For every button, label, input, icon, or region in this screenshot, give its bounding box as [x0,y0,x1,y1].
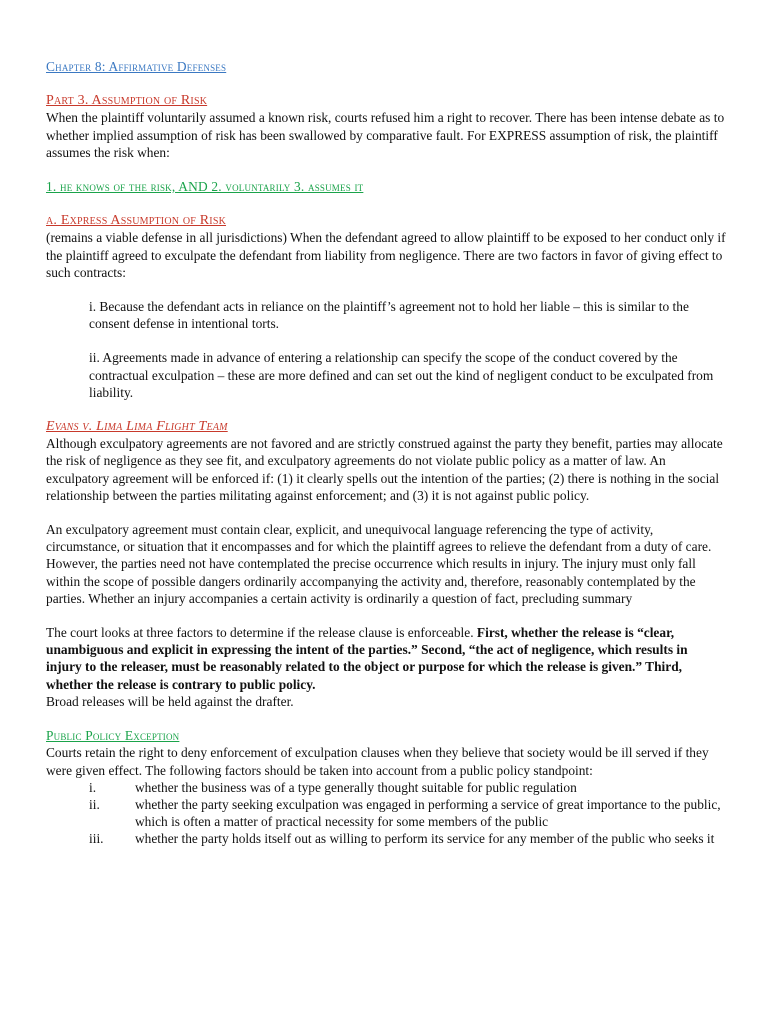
policy-heading: Public Policy Exception [46,728,180,744]
case-paragraph-3-lead: The court looks at three factors to determine if the release clause is enforceable. [46,625,477,641]
case-paragraph-1: Although exculpatory agreements are not favored and are strictly construed against the party they benefit, parties may allocate the risk of negligence as they see fit, and exculpatory agreements do not violate public policy as a matter of law. An exculpatory agreement will be enforced if: (1) it clearly spells out the intention of the parties; (2) there is nothing in the social relationship between the parties militating against enforcement; and (3) it is not against public policy. [46,436,723,503]
case-paragraph-3-bold: First, whether the release is “clear, unambiguous and explicit in expressing the intent of the parties.” Second, “the act of negligence, which results in injury to the releaser, must be reasonably related to the object or purpose for which the release is given.” Third, whether the release is contrary to public policy. [46,625,688,692]
policy-body: Courts retain the right to deny enforcement of exculpation clauses when they believe that society would be ill served if they were given effect. The following factors should be taken into account from a public policy standpoint: [46,745,709,778]
case-paragraph-3-tail: Broad releases will be held against the drafter. [46,693,294,709]
policy-factor-number: iii. [89,831,104,847]
case-paragraph-3 [46,624,726,693]
express-conditions: 1. he knows of the risk, AND 2. voluntarily 3. assumes it [46,179,364,195]
policy-factor [46,796,726,830]
case-heading: Evans v. Lima Lima Flight Team [46,419,228,435]
section-a-body: (remains a viable defense in all jurisdictions) When the defendant agreed to allow plaintiff to be exposed to her conduct only if the plaintiff agreed to exculpate the defendant from liability from negligence. There are two factors in favor of giving effect to such contracts: [46,230,726,280]
part3-intro: When the plaintiff voluntarily assumed a known risk, courts refused him a right to recover. There has been intense debate as to whether implied assumption of risk has been swallowed by comparative fault. For EXPRESS assumption of risk, the plaintiff assumes the risk when: [46,110,725,160]
document-page [46,58,726,848]
policy-factor-text: whether the party holds itself out as willing to perform its service for any member of the public who seeks it [135,831,715,847]
chapter-heading: Chapter 8: Affirmative Defenses [46,59,227,74]
case-paragraph-2: An exculpatory agreement must contain clear, explicit, and unequivocal language referencing the type of activity, circumstance, or situation that it encompasses and for which the plaintiff agrees to relieve the defendant from a duty of care. However, the parties need not have contemplated the precise occurrence which results in injury. The injury must only fall within the scope of possible dangers ordinarily accompanying the activity and, therefore, reasonably contemplated by the parties. Whether an injury accompanies a certain activity is ordinarily a question of fact, precluding summary [46,522,712,606]
section-a-heading: a. Express Assumption of Risk [46,213,227,229]
policy-factor-number: i. [89,779,97,795]
factor-i: i. Because the defendant acts in reliance on the plaintiff’s agreement not to hold her liable – this is similar to the consent defense in intentional torts. [89,299,689,332]
policy-factor [46,830,726,847]
policy-factor-number: ii. [89,796,100,812]
factor-ii: ii. Agreements made in advance of entering a relationship can specify the scope of the conduct covered by the contractual exculpation – these are more defined and can set out the kind of negligent conduct to be exculpated from liability. [89,350,714,400]
policy-factor-text: whether the business was of a type generally thought suitable for public regulation [135,779,577,795]
part3-heading: Part 3. Assumption of Risk [46,93,208,109]
policy-factor [46,779,726,796]
policy-factor-text: whether the party seeking exculpation was engaged in performing a service of great importance to the public, which is often a matter of practical necessity for some members of the public [135,796,721,830]
